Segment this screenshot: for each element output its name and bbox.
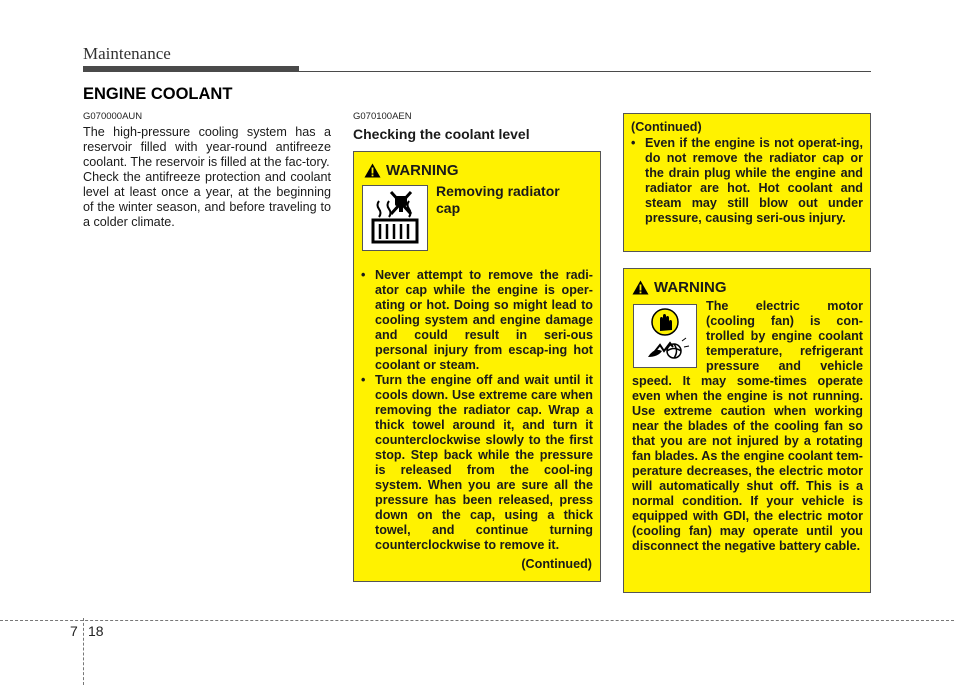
continued-label: (Continued) <box>521 557 592 571</box>
page-number: 18 <box>88 623 104 639</box>
warning-box-radiator-cap <box>353 151 601 582</box>
warning-bullets <box>354 268 593 553</box>
hot-radiator-icon <box>362 185 428 251</box>
footer-divider <box>0 620 954 621</box>
footer-vertical-divider <box>83 618 84 685</box>
warning-title: Removing radiator cap <box>436 183 560 216</box>
warning-triangle-icon <box>632 280 649 295</box>
intro-paragraph-2: Check the antifreeze protection and coolant level at least once a year, at the beginning of the winter season, and before traveling to a colder climate. <box>83 170 331 229</box>
intro-column <box>83 111 331 230</box>
warning-header <box>364 163 459 178</box>
section-title: Maintenance <box>83 44 171 63</box>
checking-subheading: Checking the coolant level <box>353 126 530 142</box>
intro-code: G070000AUN <box>83 111 143 122</box>
page-heading: ENGINE COOLANT <box>83 85 233 103</box>
checking-section <box>353 111 601 142</box>
warning-header <box>632 280 727 295</box>
checking-code: G070100AEN <box>353 111 412 122</box>
warning-label: WARNING <box>654 279 727 296</box>
header-rule-thin <box>83 71 871 72</box>
chapter-number: 7 <box>70 623 78 639</box>
continued-heading: (Continued) <box>631 120 702 134</box>
intro-text <box>83 125 331 230</box>
continued-bullet: • Even if the engine is not operat-ing, do not remove the radiator cap or the drain plug while the engine and radiator are hot. Hot coolant and steam may still blow out under pressure, causing seri-ous injury. <box>624 136 863 226</box>
warning-bullet-1: • Never attempt to remove the radi-ator cap while the engine is oper-ating or hot. Doing so might lead to cooling system and engine damage and could result in seri-ous personal injury from escap-ing hot coolant or steam. <box>354 268 593 373</box>
warning-bullet-2: • Turn the engine off and wait until it cools down. Use extreme care when removing the radiator cap. Wrap a thick towel around it, and turn it counterclockwise slowly to the first stop. Step back while the pressure is released from the cool-ing system. When you are sure all the pressure has been released, press down on the cap, using a thick towel, and continue turning counterclockwise to remove it. <box>354 373 593 553</box>
warning-text <box>632 299 863 554</box>
warning-box-cooling-fan <box>623 268 871 593</box>
intro-paragraph-1: The high-pressure cooling system has a reservoir filled with year-round antifreeze coolant. The reservoir is filled at the fac-tory. <box>83 125 331 169</box>
warning-box-continued <box>623 113 871 252</box>
continued-bullets <box>624 136 863 226</box>
warning-text-body: The electric motor (cooling fan) is con-trolled by engine coolant temperature, refrigerant pressure and vehicle speed. It may some-times operate even when the engine is not running. Use extreme caution when working near the blades of the cooling fan so that you are not injured by a rotating fan blades. As the engine coolant tem-perature decreases, the electric motor will automatically shut off. This is a normal condition. If your vehicle is equipped with GDI, the electric motor (cooling fan) may operate until you disconnect the negative battery cable. <box>632 299 863 553</box>
icon-float-spacer <box>632 299 706 369</box>
warning-label: WARNING <box>386 162 459 179</box>
warning-triangle-icon <box>364 163 381 178</box>
